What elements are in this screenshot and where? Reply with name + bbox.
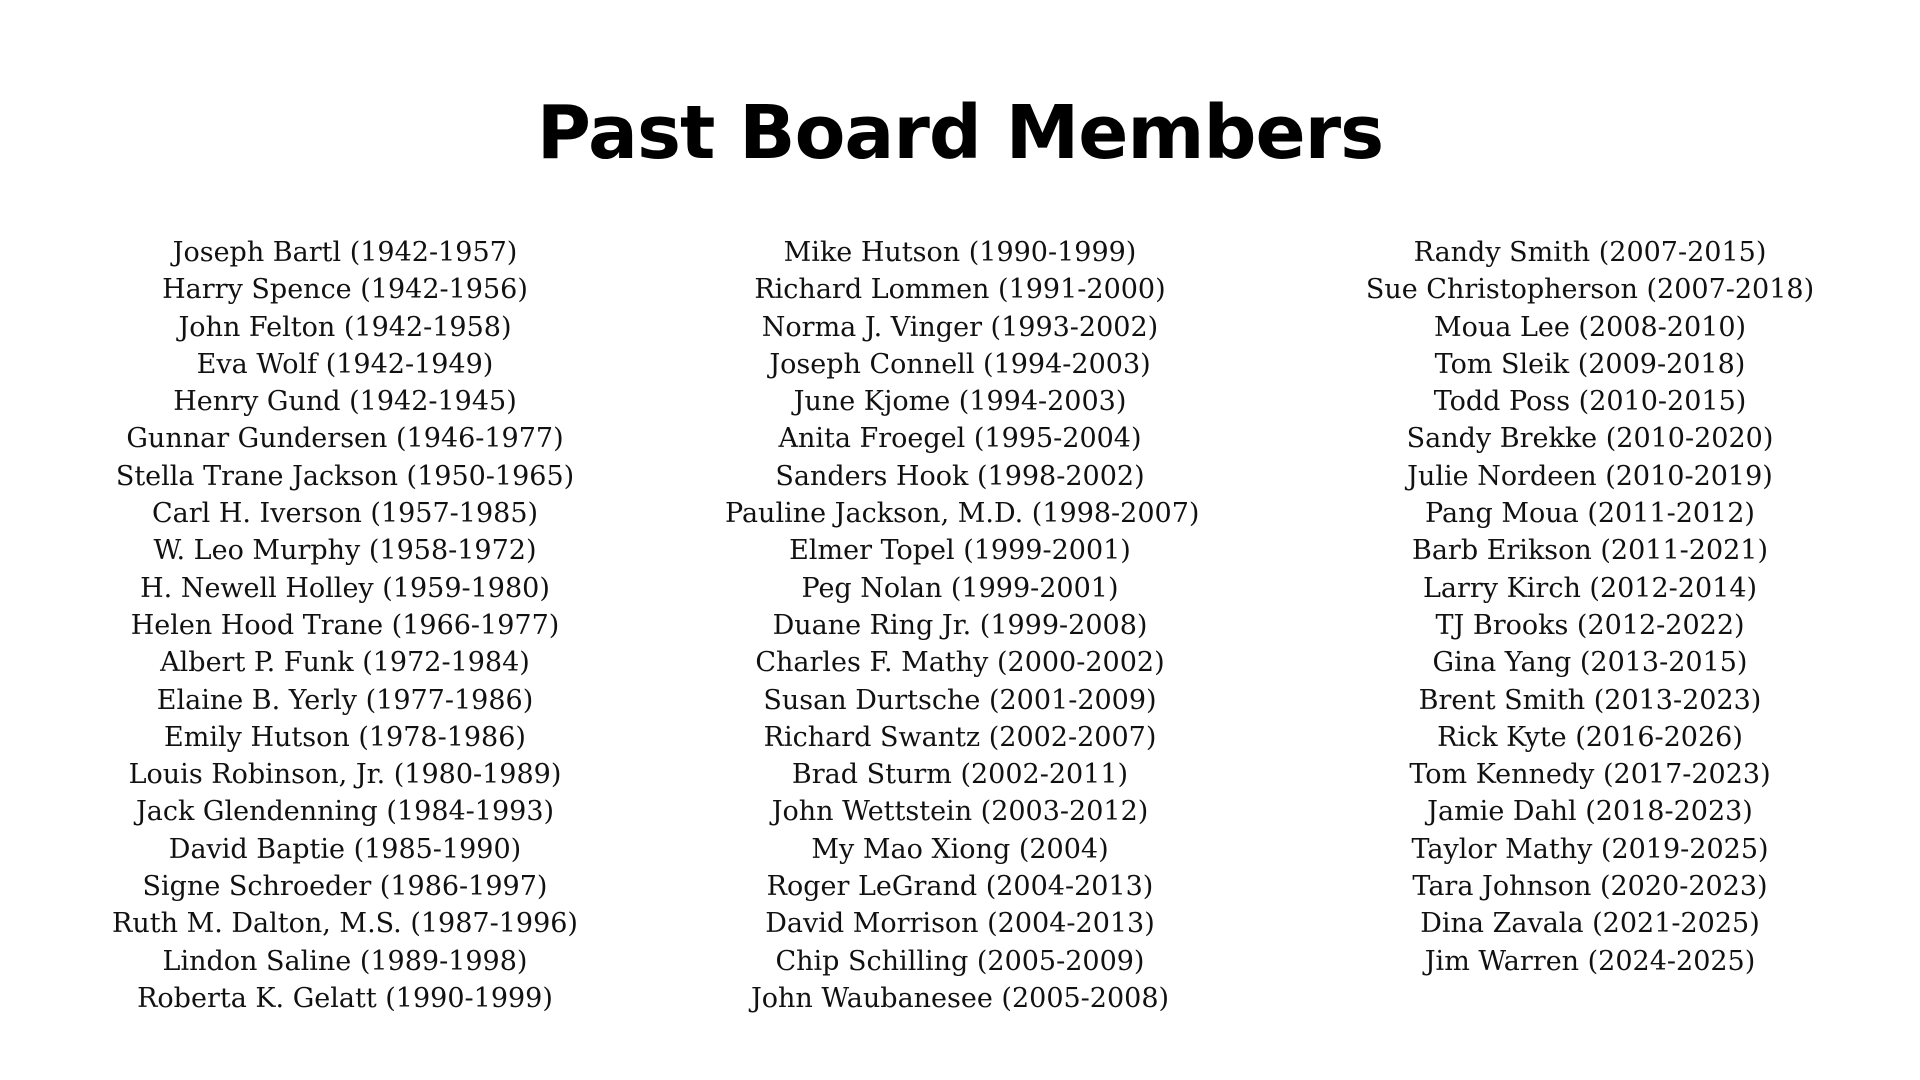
board-member-entry: Richard Lommen (1991-2000) [754, 274, 1166, 306]
board-member-entry: John Wettstein (2003-2012) [771, 796, 1149, 828]
board-member-entry: Roger LeGrand (2004-2013) [766, 871, 1154, 903]
board-member-entry: Tom Kennedy (2017-2023) [1409, 759, 1771, 791]
board-member-entry: Susan Durtsche (2001-2009) [763, 684, 1157, 716]
board-member-entry: Duane Ring Jr. (1999-2008) [772, 609, 1148, 641]
board-member-entry: Roberta K. Gelatt (1990-1999) [137, 982, 553, 1014]
board-member-entry: Richard Swantz (2002-2007) [763, 721, 1157, 753]
board-member-entry: Jim Warren (2024-2025) [1424, 945, 1756, 977]
board-member-entry: H. Newell Holley (1959-1980) [140, 572, 550, 604]
board-member-entry: Taylor Mathy (2019-2025) [1411, 833, 1769, 865]
board-member-entry: Anita Froegel (1995-2004) [778, 423, 1142, 455]
board-member-entry: Lindon Saline (1989-1998) [162, 945, 528, 977]
board-member-entry: Brent Smith (2013-2023) [1418, 684, 1762, 716]
board-member-entry: David Morrison (2004-2013) [765, 908, 1155, 940]
board-member-entry: Elmer Topel (1999-2001) [789, 535, 1131, 567]
board-member-entry: Julie Nordeen (2010-2019) [1407, 460, 1773, 492]
board-member-entry: Emily Hutson (1978-1986) [164, 721, 526, 753]
board-member-entry: Ruth M. Dalton, M.S. (1987-1996) [112, 908, 578, 940]
board-member-entry: Sanders Hook (1998-2002) [775, 460, 1145, 492]
board-member-entry: Rick Kyte (2016-2026) [1437, 721, 1743, 753]
board-member-entry: Pauline Jackson, M.D. (1998-2007) [725, 498, 1200, 530]
board-member-entry: Harry Spence (1942-1956) [162, 274, 528, 306]
board-member-entry: Louis Robinson, Jr. (1980-1989) [128, 759, 562, 791]
board-member-entry: John Waubanesee (2005-2008) [750, 982, 1170, 1014]
board-member-entry: David Baptie (1985-1990) [168, 833, 522, 865]
members-column-2 [725, 234, 1200, 1017]
board-member-entry: Chip Schilling (2005-2009) [775, 945, 1145, 977]
board-member-entry: Norma J. Vinger (1993-2002) [761, 311, 1159, 343]
board-member-entry: Peg Nolan (1999-2001) [801, 572, 1119, 604]
board-member-entry: Albert P. Funk (1972-1984) [160, 647, 530, 679]
board-member-entry: Pang Moua (2011-2012) [1425, 498, 1755, 530]
board-member-entry: John Felton (1942-1958) [178, 311, 512, 343]
board-member-entry: Signe Schroeder (1986-1997) [142, 871, 548, 903]
board-member-entry: My Mao Xiong (2004) [811, 833, 1109, 865]
board-member-entry: TJ Brooks (2012-2022) [1435, 609, 1745, 641]
board-member-entry: Dina Zavala (2021-2025) [1420, 908, 1760, 940]
board-member-entry: W. Leo Murphy (1958-1972) [153, 535, 537, 567]
board-member-entry: Eva Wolf (1942-1949) [196, 348, 494, 380]
board-member-entry: Barb Erikson (2011-2021) [1411, 535, 1769, 567]
board-member-entry: Gunnar Gundersen (1946-1977) [126, 423, 564, 455]
board-member-entry: Larry Kirch (2012-2014) [1422, 572, 1758, 604]
board-member-entry: Tara Johnson (2020-2023) [1412, 871, 1768, 903]
board-member-entry: Jamie Dahl (2018-2023) [1427, 796, 1753, 828]
board-member-entry: Sandy Brekke (2010-2020) [1406, 423, 1774, 455]
board-member-entry: Jack Glendenning (1984-1993) [135, 796, 555, 828]
board-member-entry: Helen Hood Trane (1966-1977) [130, 609, 560, 641]
board-member-entry: June Kjome (1994-2003) [793, 386, 1127, 418]
board-member-entry: Joseph Connell (1994-2003) [769, 348, 1151, 380]
page-title: Past Board Members [536, 90, 1384, 176]
board-member-entry: Stella Trane Jackson (1950-1965) [115, 460, 575, 492]
board-member-entry: Carl H. Iverson (1957-1985) [151, 498, 539, 530]
board-member-entry: Tom Sleik (2009-2018) [1434, 348, 1746, 380]
members-column-1 [110, 234, 580, 1017]
board-member-entry: Gina Yang (2013-2015) [1432, 647, 1748, 679]
board-member-entry: Charles F. Mathy (2000-2002) [755, 647, 1165, 679]
board-member-entry: Henry Gund (1942-1945) [173, 386, 517, 418]
members-column-3 [1355, 234, 1825, 980]
board-member-entry: Sue Christopherson (2007-2018) [1365, 274, 1815, 306]
board-member-entry: Joseph Bartl (1942-1957) [172, 237, 518, 268]
board-member-entry: Mike Hutson (1990-1999) [783, 237, 1137, 268]
board-member-entry: Brad Sturm (2002-2011) [791, 759, 1129, 791]
board-member-entry: Randy Smith (2007-2015) [1413, 237, 1767, 268]
board-member-entry: Elaine B. Yerly (1977-1986) [156, 684, 534, 716]
board-member-entry: Todd Poss (2010-2015) [1433, 386, 1747, 418]
board-member-entry: Moua Lee (2008-2010) [1433, 311, 1747, 343]
